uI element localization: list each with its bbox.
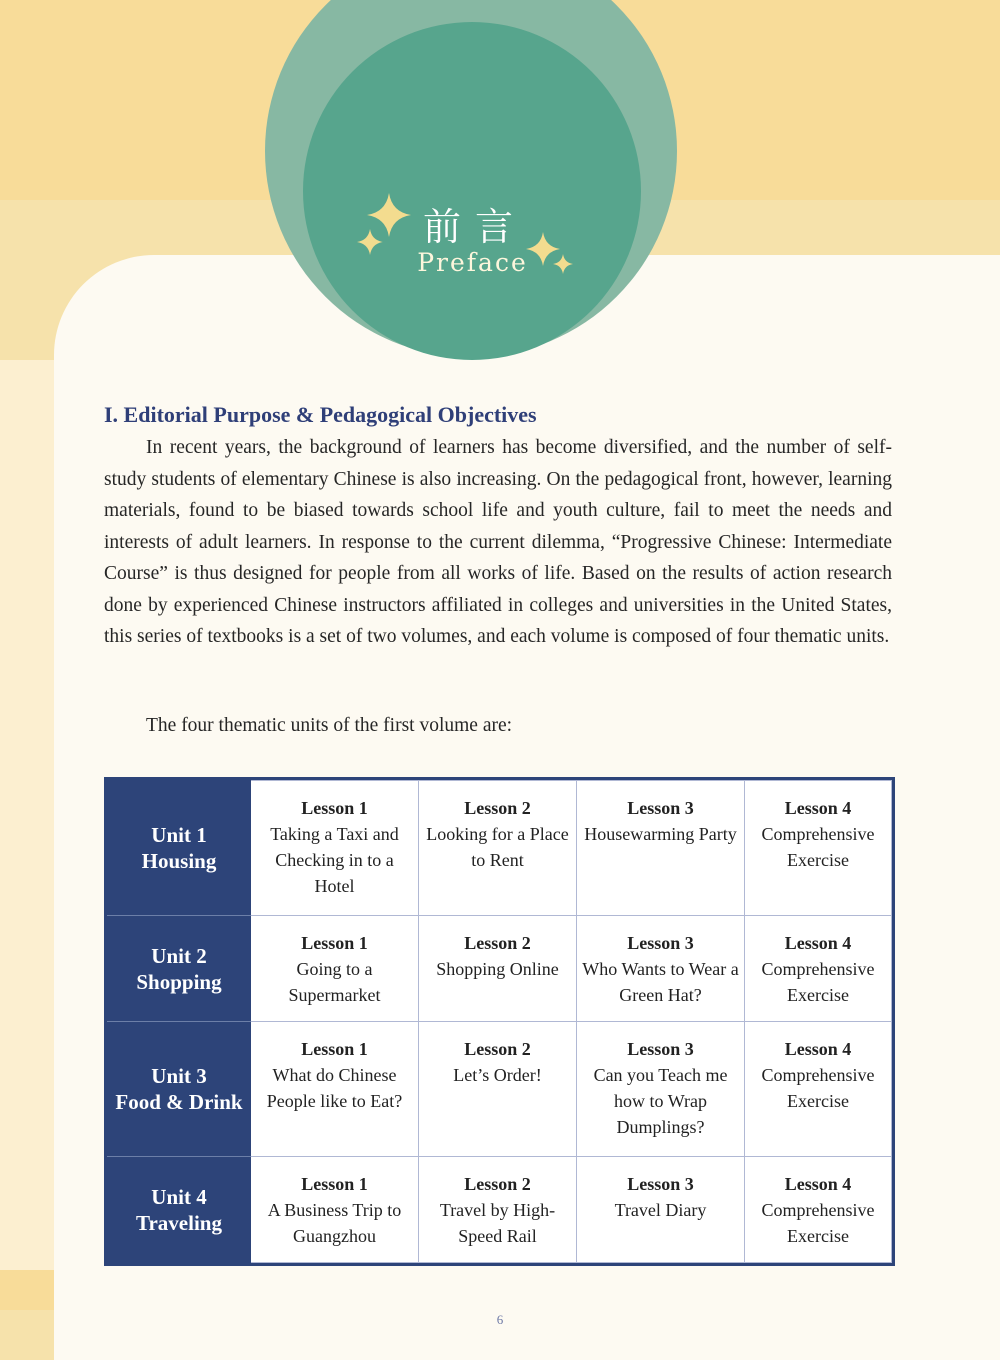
lesson-title: Looking for a Place to Rent <box>426 824 569 870</box>
lesson-cell <box>419 1157 577 1263</box>
unit-cell <box>108 916 251 1022</box>
lesson-title: Let’s Order! <box>453 1064 542 1085</box>
unit-cell <box>108 1021 251 1156</box>
sparkle-small-icon <box>553 254 573 274</box>
table-intro-text: The four thematic units of the first volume are: <box>146 715 513 736</box>
lesson-cell <box>745 1157 892 1263</box>
unit-number: Unit 3 <box>151 1064 207 1089</box>
unit-cell <box>108 1157 251 1263</box>
lesson-number: Lesson 2 <box>464 1038 531 1059</box>
unit-name: Traveling <box>136 1210 222 1235</box>
title-circle-inner <box>303 22 641 360</box>
lesson-number: Lesson 1 <box>301 933 368 954</box>
lesson-cell <box>577 1021 745 1156</box>
page-number: 6 <box>496 1312 504 1327</box>
page-title-english: Preface <box>417 248 528 277</box>
lesson-title: Comprehensive Exercise <box>761 824 875 870</box>
units-table <box>104 777 895 1266</box>
lesson-title: Comprehensive Exercise <box>761 959 875 1006</box>
lesson-number: Lesson 1 <box>301 798 368 818</box>
lesson-cell <box>251 1021 419 1156</box>
lesson-cell <box>745 916 892 1022</box>
side-margin-band <box>0 360 60 1360</box>
table-row <box>108 781 892 916</box>
lesson-number: Lesson 2 <box>464 1174 531 1195</box>
unit-name: Food & Drink <box>115 1090 243 1115</box>
lesson-number: Lesson 1 <box>301 1174 368 1195</box>
unit-name: Shopping <box>136 969 222 994</box>
lesson-cell <box>419 781 577 916</box>
lesson-title: Housewarming Party <box>584 824 737 844</box>
lesson-number: Lesson 3 <box>627 1174 694 1195</box>
lesson-cell <box>577 781 745 916</box>
lesson-title: Who Wants to Wear a Green Hat? <box>582 959 739 1006</box>
lesson-cell <box>577 916 745 1022</box>
lesson-title: Can you Teach me how to Wrap Dumplings? <box>593 1064 728 1137</box>
lesson-cell <box>251 916 419 1022</box>
lesson-title: Shopping Online <box>436 959 559 980</box>
page-title-chinese: 前言 <box>422 205 527 249</box>
unit-number: Unit 2 <box>151 943 207 968</box>
lesson-cell <box>419 1021 577 1156</box>
table-row <box>108 1157 892 1263</box>
lesson-title: Comprehensive Exercise <box>761 1064 875 1111</box>
lesson-title: Travel Diary <box>614 1200 707 1221</box>
lesson-title: What do Chinese People like to Eat? <box>266 1064 403 1111</box>
lesson-cell <box>577 1157 745 1263</box>
unit-name: Housing <box>141 849 217 874</box>
sparkle-small-icon <box>357 229 383 255</box>
unit-number: Unit 1 <box>151 823 207 848</box>
unit-cell <box>108 781 251 916</box>
lesson-title: Travel by High-Speed Rail <box>439 1200 556 1247</box>
lesson-number: Lesson 4 <box>784 1174 852 1195</box>
lesson-cell <box>251 1157 419 1263</box>
footer-band-upper <box>0 1270 60 1310</box>
body-paragraph: In recent years, the background of learners has become diversified, and the number of self-study students of elementary Chinese is also increasing. On the pedagogical front, however, learning materials, found to be biased towards school life and youth culture, fail to meet the needs and interests of adult learners. In response to the current dilemma, “Progressive Chinese: Intermediate Course” is thus designed for people from all works of life. Based on the results of action research done by experienced Chinese instructors affiliated in colleges and universities in the United States, this series of textbooks is a set of two volumes, and each volume is composed of four thematic units. <box>104 437 892 647</box>
lesson-number: Lesson 2 <box>464 798 531 818</box>
lesson-title: Going to a Supermarket <box>288 959 381 1006</box>
lesson-cell <box>419 916 577 1022</box>
lesson-title: A Business Trip to Guangzhou <box>267 1200 402 1247</box>
lesson-cell <box>745 1021 892 1156</box>
unit-number: Unit 4 <box>151 1184 207 1209</box>
lesson-number: Lesson 1 <box>301 1038 368 1059</box>
footer-band-lower <box>0 1310 60 1360</box>
lesson-number: Lesson 4 <box>784 933 852 954</box>
section-heading: I. Editorial Purpose & Pedagogical Objectives <box>104 402 537 427</box>
lesson-number: Lesson 3 <box>627 798 694 818</box>
lesson-number: Lesson 3 <box>627 1038 694 1059</box>
lesson-number: Lesson 4 <box>784 1038 852 1059</box>
lesson-number: Lesson 2 <box>464 933 531 954</box>
lesson-number: Lesson 3 <box>627 933 694 954</box>
lesson-cell <box>745 781 892 916</box>
lesson-cell <box>251 781 419 916</box>
lesson-number: Lesson 4 <box>784 798 852 818</box>
table-row <box>108 1021 892 1156</box>
table-row <box>108 916 892 1022</box>
lesson-title: Taking a Taxi and Checking in to a Hotel <box>270 824 399 896</box>
lesson-title: Comprehensive Exercise <box>761 1200 875 1247</box>
